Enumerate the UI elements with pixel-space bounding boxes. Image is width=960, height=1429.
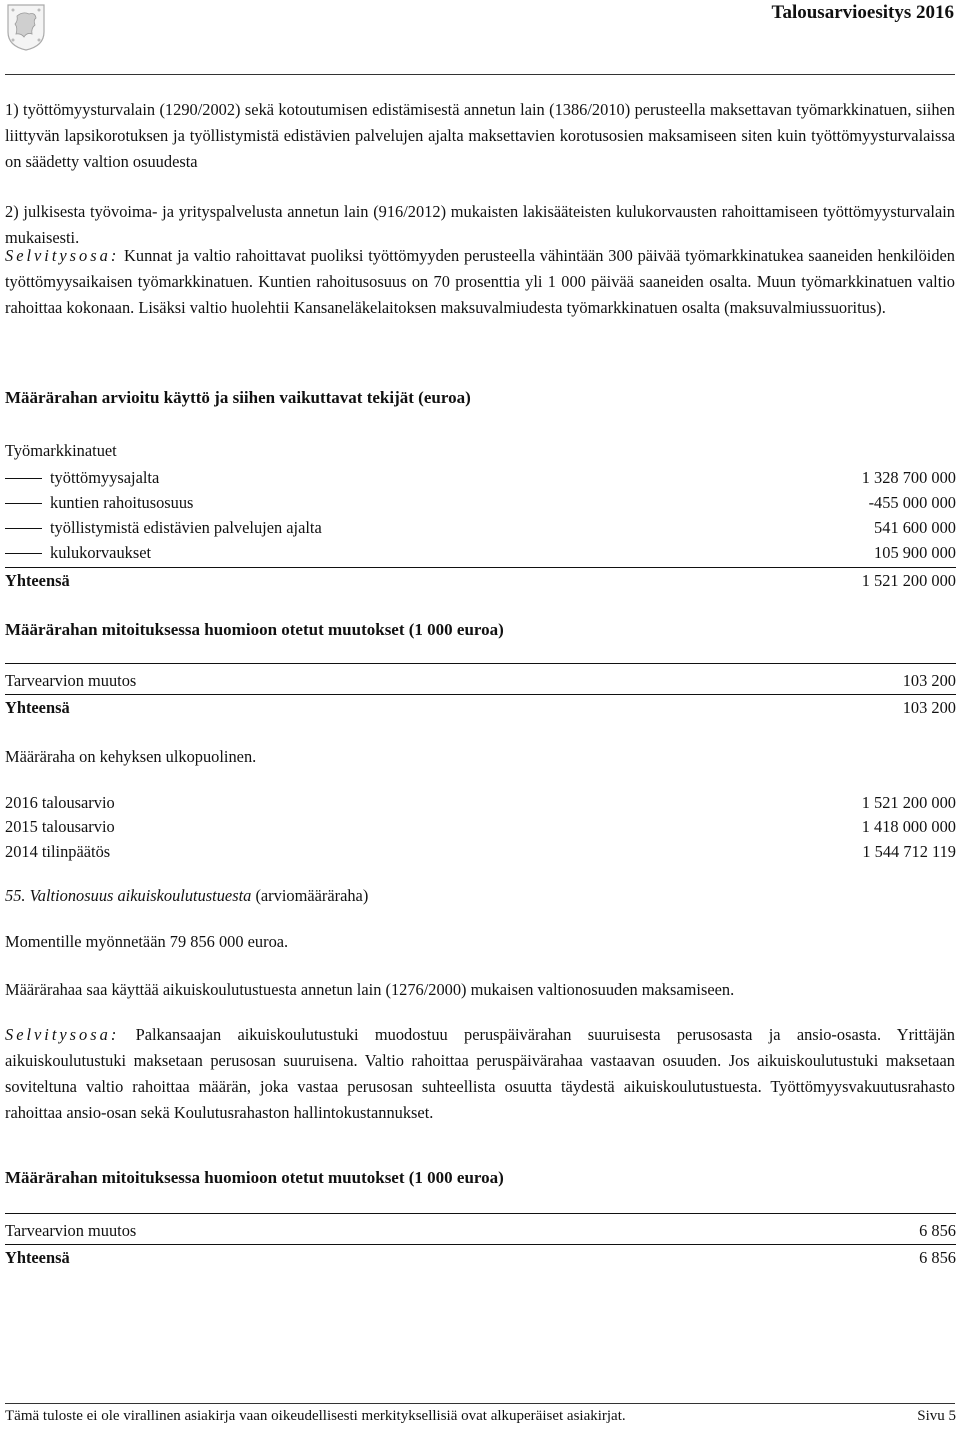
explanation-prefix: Selvitysosa: — [5, 1025, 120, 1044]
usage-group-label: Työmarkkinatuet — [5, 441, 117, 460]
changes-row — [5, 1219, 956, 1243]
changes-total-value: 103 200 — [902, 698, 956, 717]
usage-row — [5, 491, 956, 515]
changes-total-label: Yhteensä — [5, 698, 70, 717]
usage-row — [5, 541, 956, 565]
changes-total-row — [5, 696, 956, 720]
usage-heading: Määrärahan arvioitu käyttö ja siihen vaikuttavat tekijät (euroa) — [5, 388, 471, 407]
changes-heading-2: Määrärahan mitoituksessa huomioon otetut muutokset (1 000 euroa) — [5, 1168, 504, 1187]
section-usage: Määrärahaa saa käyttää aikuiskoulutustuesta annetun lain (1276/2000) mukaisen valtionosuuden maksamiseen. — [5, 980, 735, 999]
paragraph-2: 2) julkisesta työvoima- ja yrityspalvelusta annetun lain (916/2012) mukaisten lakisääteisten kulukorvausten rahoittamiseen työttömyysturvalain mukaisesti. — [5, 202, 955, 247]
usage-row-value: 541 600 000 — [874, 518, 956, 537]
changes-row-label: Tarvearvion muutos — [5, 671, 137, 690]
budget-year-label: 2015 talousarvio — [5, 817, 115, 836]
usage-row-label: kulukorvaukset — [50, 543, 152, 562]
total-rule — [5, 567, 956, 568]
budget-year-row — [5, 840, 956, 864]
section-number: 55. — [5, 886, 26, 905]
usage-row-value: -455 000 000 — [868, 493, 956, 512]
document-title: Talousarvioesitys 2016 — [771, 2, 954, 23]
budget-year-value: 1 418 000 000 — [861, 817, 956, 836]
total-rule — [5, 1244, 956, 1245]
budget-year-value: 1 544 712 119 — [862, 842, 956, 861]
footer-disclaimer: Tämä tuloste ei ole virallinen asiakirja vaan oikeudellisesti merkityksellisiä ovat alkuperäiset asiakirjat. — [5, 1408, 626, 1424]
budget-year-label: 2016 talousarvio — [5, 793, 115, 812]
dash-mark — [5, 528, 42, 529]
usage-row-value: 1 328 700 000 — [861, 468, 956, 487]
usage-row — [5, 516, 956, 540]
changes-row-value: 103 200 — [902, 671, 956, 690]
footer-divider — [5, 1403, 955, 1404]
explanation-text: Kunnat ja valtio rahoittavat puoliksi työttömyyden perusteella vähintään 300 päivää työmarkkinatukea saaneiden henkilöiden työttömyysaikaisen työmarkkinatuen. Kuntien rahoitusosuus on 70 prosenttia yli 1 000 päivää saaneiden osalta. Muun työmarkkinatuen valtio rahoittaa kokonaan. Lisäksi valtio huolehtii Kansaneläkelaitoksen maksuvalmiudesta työmarkkinatuen osalta (maksuvalmiussuoritus). — [5, 246, 955, 317]
frame-note: Määräraha on kehyksen ulkopuolinen. — [5, 747, 257, 766]
usage-total-value: 1 521 200 000 — [861, 571, 956, 590]
budget-year-label: 2014 tilinpäätös — [5, 842, 111, 861]
changes-total-row — [5, 1246, 956, 1270]
usage-total-label: Yhteensä — [5, 571, 70, 590]
usage-total-row — [5, 569, 956, 593]
changes-total-value: 6 856 — [919, 1248, 956, 1267]
explanation-text: Palkansaajan aikuiskoulutustuki muodostuu peruspäivärahan suuruisesta perusosasta ja ansio-osasta. Yrittäjän aikuiskoulutustuki maksetaan perusosan suuruisena. Valtio rahoittaa peruspäivärahaa vastaavan osuuden. Jos aikuiskoulutustuki maksetaan soviteltuna valtio rahoittaa määrän, joka vastaa perusosan suhteellista osuutta täydestä aikuiskoulutustuesta. Työttömyysvakuutusrahasto rahoittaa ansio-osan sekä Koulutusrahaston hallintokustannukset. — [5, 1025, 955, 1122]
dash-mark — [5, 553, 42, 554]
changes-top-rule — [5, 663, 956, 664]
changes-heading-1: Määrärahan mitoituksessa huomioon otetut muutokset (1 000 euroa) — [5, 620, 504, 639]
page-number: Sivu 5 — [917, 1408, 956, 1424]
changes-top-rule — [5, 1213, 956, 1214]
budget-year-row — [5, 791, 956, 815]
dash-mark — [5, 503, 42, 504]
dash-mark — [5, 478, 42, 479]
section-55-title — [5, 886, 368, 906]
budget-year-value: 1 521 200 000 — [861, 793, 956, 812]
coat-of-arms-logo — [5, 2, 47, 52]
usage-row-value: 105 900 000 — [874, 543, 956, 562]
page-footer — [5, 1408, 956, 1425]
section-suffix: (arviomääräraha) — [255, 886, 369, 905]
changes-row — [5, 669, 956, 693]
paragraph-1: 1) työttömyysturvalain (1290/2002) sekä kotoutumisen edistämisestä annetun lain (1386/2010) perusteella maksettavan työmarkkinatuen, siihen liittyvän lapsikorotuksen ja työllistymistä edistävien palvelujen ajalta maksettavien korotusosien maksamiseen siten kuin työttömyysturvalaissa on säädetty valtion osuudesta — [5, 100, 955, 171]
explanation-paragraph — [5, 243, 955, 321]
changes-total-label: Yhteensä — [5, 1248, 70, 1267]
usage-row-label: työllistymistä edistävien palvelujen ajalta — [50, 518, 322, 537]
section-title: Valtionosuus aikuiskoulutustuesta — [29, 886, 252, 905]
usage-row — [5, 466, 956, 490]
total-rule — [5, 694, 956, 695]
section-grant: Momentille myönnetään 79 856 000 euroa. — [5, 932, 289, 951]
explanation-prefix: Selvitysosa: — [5, 246, 120, 265]
section-explanation — [5, 1022, 955, 1126]
usage-row-label: työttömyysajalta — [50, 468, 160, 487]
changes-row-label: Tarvearvion muutos — [5, 1221, 137, 1240]
usage-row-label: kuntien rahoitusosuus — [50, 493, 194, 512]
header-divider — [5, 74, 955, 75]
budget-year-row — [5, 815, 956, 839]
changes-row-value: 6 856 — [919, 1221, 956, 1240]
